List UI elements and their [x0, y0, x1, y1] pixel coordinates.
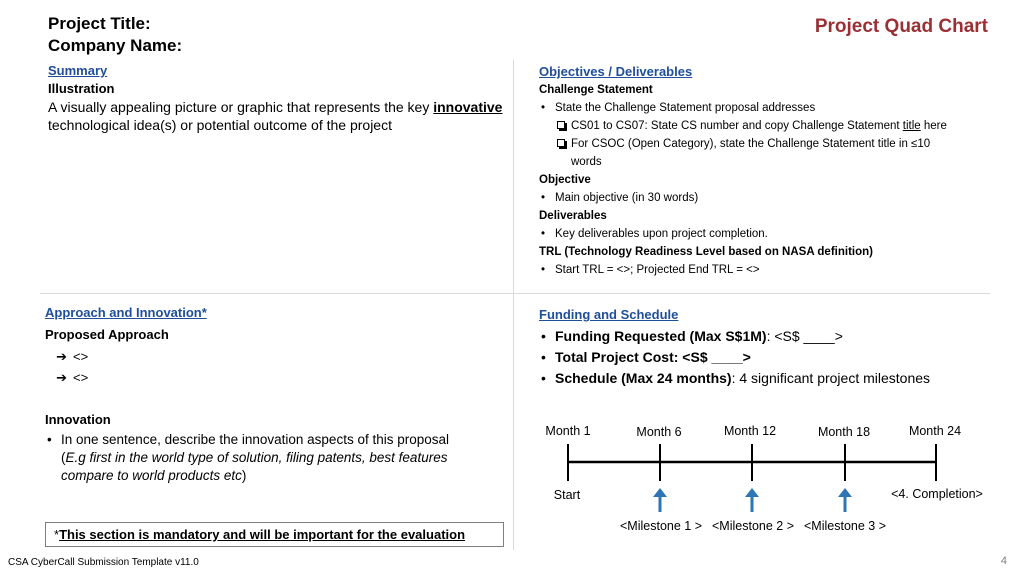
- mandatory-note-box: *This section is mandatory and will be important for the evaluation: [45, 522, 504, 547]
- total-cost-bullet: • Total Project Cost: <S$ ____>: [539, 347, 989, 368]
- objectives-section: [539, 62, 979, 279]
- month-12-label: Month 12: [723, 424, 777, 438]
- company-name-label: Company Name:: [48, 36, 183, 55]
- challenge-bullet: • State the Challenge Statement proposal addresses: [539, 99, 979, 117]
- checkbox-square-icon: [557, 139, 565, 147]
- innovation-bullet: • In one sentence, describe the innovation aspects of this proposal (E.g first in the world type of solution, filing patents, best features compare to world products etc): [45, 431, 455, 485]
- month-24-label: Month 24: [908, 424, 962, 438]
- timeline-graphic: [530, 440, 990, 520]
- summary-section: [48, 62, 503, 134]
- month-1-label: Month 1: [545, 424, 591, 438]
- schedule-bullet: • Schedule (Max 24 months): 4 significant project milestones: [539, 368, 989, 389]
- footer-template-name: CSA CyberCall Submission Template v11.0: [8, 557, 199, 568]
- illustration-label: Illustration: [48, 81, 115, 96]
- start-label: Start: [553, 488, 581, 502]
- right-arrow-icon: ➔: [56, 349, 67, 364]
- approach-item-2: ➔ <>: [45, 367, 505, 388]
- right-arrow-icon: ➔: [56, 370, 67, 385]
- checkbox-square-icon: [557, 121, 565, 129]
- objective-label: Objective: [539, 174, 591, 186]
- milestone-1-label: <Milestone 1 >: [620, 519, 702, 533]
- milestone-1-arrow-icon: [653, 488, 667, 512]
- approach-item-1: ➔ <>: [45, 346, 505, 367]
- page-number: 4: [1000, 555, 1007, 567]
- summary-text: A visually appealing picture or graphic that represents the key innovative technological idea(s) or potential outcome of the project: [48, 99, 503, 133]
- month-18-label: Month 18: [817, 425, 871, 439]
- month-6-label: Month 6: [636, 425, 682, 439]
- milestone-2-label: <Milestone 2 >: [712, 519, 794, 533]
- innovation-section: [45, 411, 455, 485]
- quad-chart-title: Project Quad Chart: [814, 16, 988, 37]
- trl-label: TRL (Technology Readiness Level based on NASA definition): [539, 246, 873, 258]
- completion-label: <4. Completion>: [891, 487, 983, 501]
- trl-bullet: • Start TRL = <>; Projected End TRL = <>: [539, 261, 979, 279]
- challenge-sub-item-2: For CSOC (Open Category), state the Challenge Statement title in ≤10 words: [555, 135, 931, 171]
- milestone-2-arrow-icon: [745, 488, 759, 512]
- milestone-3-label: <Milestone 3 >: [804, 519, 886, 533]
- summary-heading: Summary: [48, 63, 108, 78]
- approach-heading: Approach and Innovation*: [45, 305, 207, 320]
- horizontal-divider: [40, 293, 990, 294]
- milestone-3-arrow-icon: [838, 488, 852, 512]
- innovation-label: Innovation: [45, 412, 111, 427]
- vertical-divider: [513, 60, 514, 550]
- project-title-label: Project Title:: [48, 14, 151, 33]
- deliverables-label: Deliverables: [539, 210, 607, 222]
- challenge-statement-label: Challenge Statement: [539, 84, 653, 96]
- approach-section: [45, 304, 505, 388]
- objective-bullet: • Main objective (in 30 words): [539, 189, 979, 207]
- funding-bullet: • Funding Requested (Max S$1M): <S$ ____>: [539, 326, 989, 347]
- deliverables-bullet: • Key deliverables upon project completion.: [539, 225, 979, 243]
- funding-section: [539, 306, 989, 389]
- proposed-approach-label: Proposed Approach: [45, 327, 169, 342]
- objectives-heading: Objectives / Deliverables: [539, 64, 693, 79]
- challenge-sub-item-1: CS01 to CS07: State CS number and copy Challenge Statement title here: [555, 117, 979, 135]
- funding-heading: Funding and Schedule: [539, 307, 679, 322]
